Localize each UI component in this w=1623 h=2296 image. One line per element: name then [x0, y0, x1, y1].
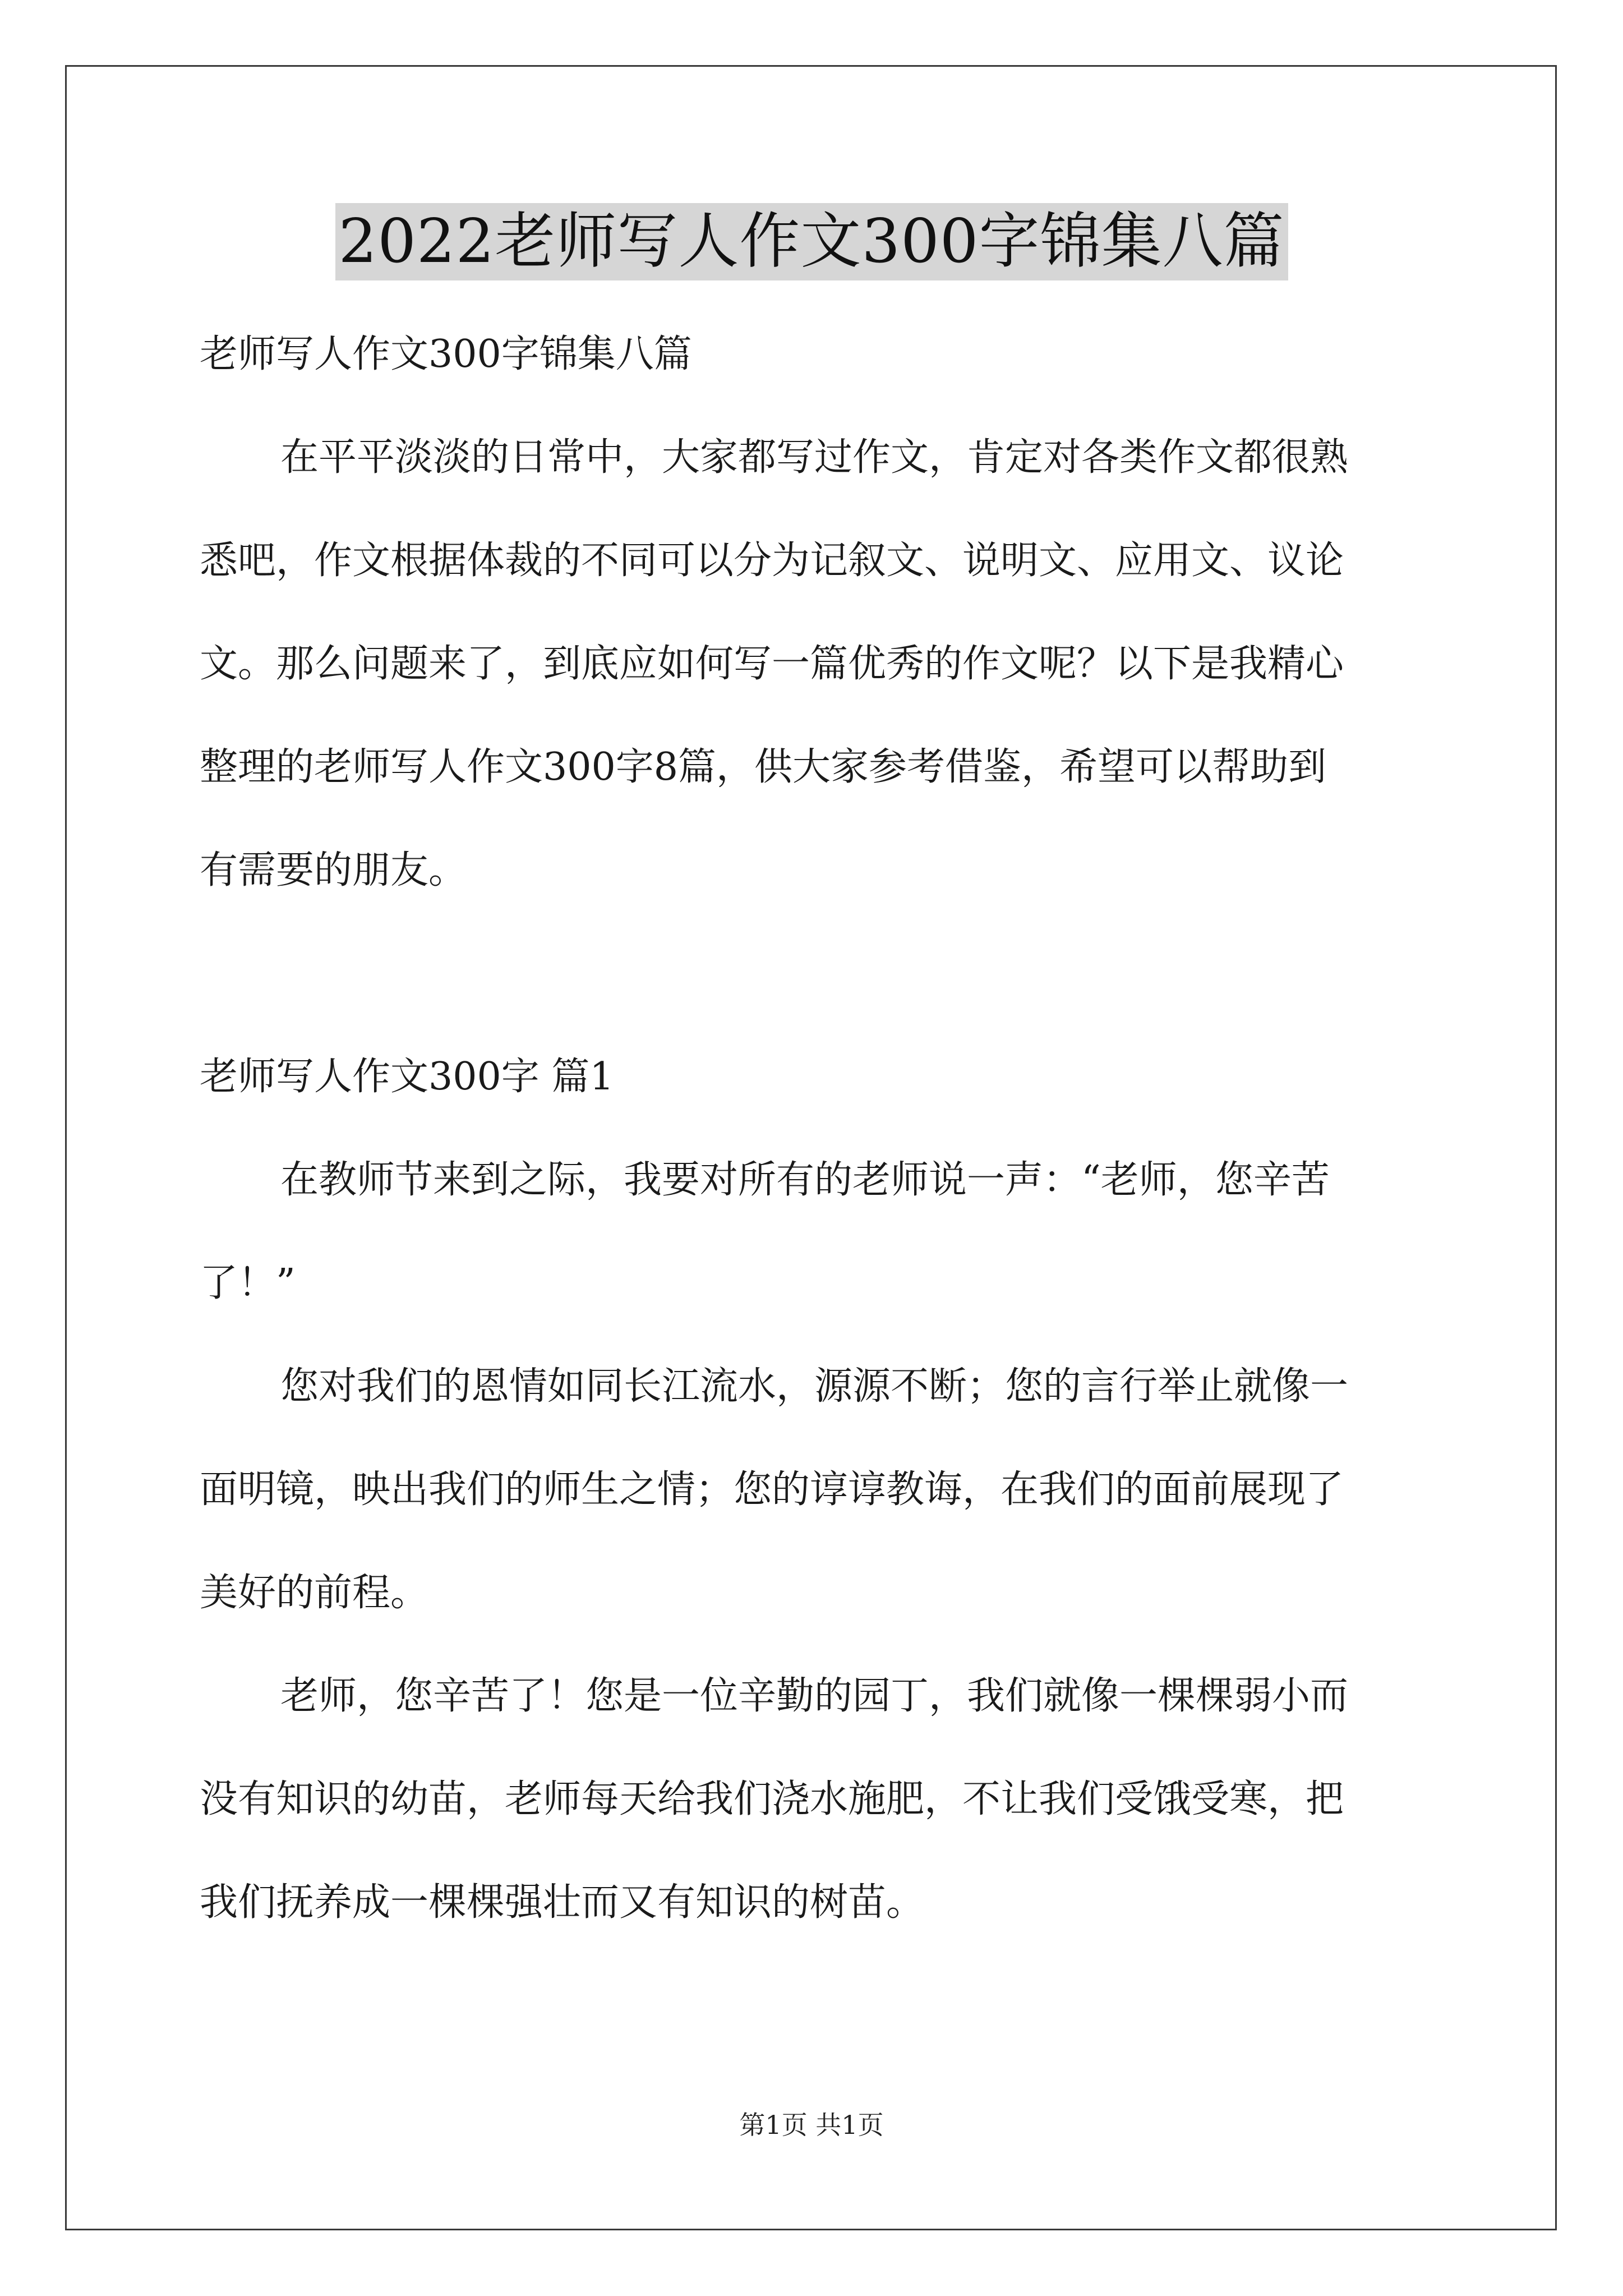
paragraph-line: 整理的老师写人作文300字8篇，供大家参考借鉴，希望可以帮助到 [200, 745, 1327, 789]
paragraph-line: 文。那么问题来了，到底应如何写一篇优秀的作文呢？以下是我精心 [200, 642, 1344, 686]
paragraph-line: 有需要的朋友。 [200, 848, 467, 892]
blank-spacer [200, 922, 1437, 1025]
section-heading: 老师写人作文300字 篇1 [200, 1055, 614, 1099]
title-container [0, 203, 1623, 280]
paragraph-line: 美好的前程。 [200, 1571, 429, 1615]
document-title: 2022老师写人作文300字锦集八篇 [335, 203, 1288, 280]
paragraph-line: 面明镜，映出我们的师生之情；您的谆谆教诲，在我们的面前展现了 [200, 1467, 1344, 1512]
document-body [200, 303, 1437, 1954]
paragraph-line: 在教师节来到之际，我要对所有的老师说一声：“老师，您辛苦 [280, 1158, 1330, 1202]
paragraph-line: 您对我们的恩情如同长江流水，源源不断；您的言行举止就像一 [280, 1364, 1349, 1409]
paragraph-line: 没有知识的幼苗，老师每天给我们浇水施肥，不让我们受饿受寒，把 [200, 1777, 1344, 1821]
paragraph-line: 了！” [200, 1261, 296, 1305]
paragraph-line: 我们抚养成一棵棵强壮而又有知识的树苗。 [200, 1880, 925, 1925]
paragraph-line: 在平平淡淡的日常中，大家都写过作文，肯定对各类作文都很熟 [280, 435, 1349, 480]
paragraph-line: 悉吧，作文根据体裁的不同可以分为记叙文、说明文、应用文、议论 [200, 539, 1344, 583]
paragraph-line: 老师，您辛苦了！您是一位辛勤的园丁，我们就像一棵棵弱小而 [280, 1674, 1349, 1718]
subtitle-line: 老师写人作文300字锦集八篇 [200, 332, 692, 376]
page-footer: 第1页 共1页 [739, 2110, 884, 2140]
